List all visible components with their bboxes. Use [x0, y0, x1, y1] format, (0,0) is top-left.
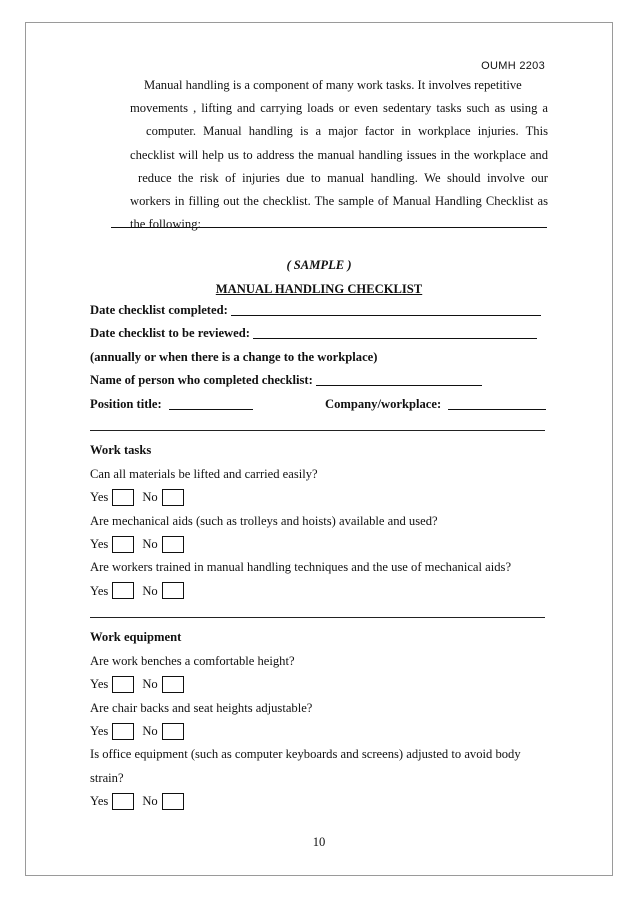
section-title-work-equipment: Work equipment — [90, 630, 182, 645]
intro-line: reduce the risk of injuries due to manual handling. We should involve our — [138, 170, 548, 185]
intro-paragraph — [130, 74, 548, 236]
date-reviewed-label: Date checklist to be reviewed: — [90, 326, 250, 341]
checklist-form — [90, 299, 545, 814]
no-label: No — [142, 677, 158, 692]
yes-checkbox[interactable] — [112, 676, 134, 693]
course-code: OUMH 2203 — [481, 60, 545, 72]
no-label: No — [142, 724, 158, 739]
checklist-title: MANUAL HANDLING CHECKLIST — [215, 282, 423, 296]
question: Are mechanical aids (such as trolleys and hoists) available and used? — [90, 513, 438, 528]
yes-checkbox[interactable] — [112, 582, 134, 599]
no-label: No — [142, 490, 158, 505]
yes-checkbox[interactable] — [112, 723, 134, 740]
no-checkbox[interactable] — [162, 793, 184, 810]
person-name-field[interactable] — [316, 371, 482, 386]
date-completed-label: Date checklist completed: — [90, 303, 228, 317]
intro-line: movements , lifting and carrying loads or even sedentary tasks such as using a — [130, 101, 548, 116]
company-field[interactable] — [448, 395, 546, 410]
yes-label: Yes — [90, 536, 109, 551]
yes-checkbox[interactable] — [112, 489, 134, 506]
position-title-label: Position title: — [90, 396, 162, 411]
company-label: Company/workplace: — [325, 396, 442, 411]
section-divider — [90, 603, 545, 626]
page-number: 10 — [312, 835, 326, 849]
date-completed-row — [90, 299, 545, 322]
intro-line: checklist will help us to address the manual handling issues in the workplace and — [130, 147, 548, 162]
date-completed-field[interactable] — [231, 301, 541, 316]
question: Are chair backs and seat heights adjustable? — [90, 700, 313, 715]
position-company-row — [90, 393, 545, 416]
section-title-work-tasks: Work tasks — [90, 443, 152, 458]
no-checkbox[interactable] — [162, 723, 184, 740]
intro-line: Manual handling is a component of many work tasks. It involves repetitive — [144, 78, 522, 92]
sample-label: ( SAMPLE ) — [286, 258, 352, 272]
person-name-row — [90, 369, 545, 392]
no-checkbox[interactable] — [162, 536, 184, 553]
question: Can all materials be lifted and carried easily? — [90, 466, 318, 481]
answer-row — [90, 486, 545, 509]
yes-label: Yes — [90, 677, 109, 692]
answer-row — [90, 673, 545, 696]
no-checkbox[interactable] — [162, 582, 184, 599]
person-name-label: Name of person who completed checklist: — [90, 373, 313, 388]
answer-row — [90, 720, 545, 743]
answer-row — [90, 580, 545, 603]
no-label: No — [142, 794, 158, 809]
yes-checkbox[interactable] — [112, 536, 134, 553]
question: Is office equipment (such as computer keyboards and screens) adjusted to avoid body — [90, 747, 521, 762]
no-label: No — [142, 583, 158, 598]
yes-label: Yes — [90, 583, 109, 598]
no-checkbox[interactable] — [162, 489, 184, 506]
question-continuation: strain? — [90, 770, 124, 785]
yes-label: Yes — [90, 724, 109, 739]
yes-checkbox[interactable] — [112, 793, 134, 810]
intro-line: computer. Manual handling is a major factor in workplace injuries. This — [146, 124, 548, 139]
section-divider — [90, 416, 545, 439]
intro-rule — [111, 227, 547, 228]
no-label: No — [142, 536, 158, 551]
question: Are workers trained in manual handling techniques and the use of mechanical aids? — [90, 560, 512, 575]
intro-line: workers in filling out the checklist. The sample of Manual Handling Checklist as — [130, 194, 548, 209]
review-note: (annually or when there is a change to the workplace) — [90, 349, 378, 364]
date-reviewed-row — [90, 322, 545, 345]
question: Are work benches a comfortable height? — [90, 653, 295, 668]
answer-row — [90, 533, 545, 556]
yes-label: Yes — [90, 490, 109, 505]
date-reviewed-field[interactable] — [253, 324, 537, 339]
intro-line: the following: — [130, 217, 202, 232]
answer-row — [90, 790, 545, 813]
position-title-field[interactable] — [169, 395, 253, 410]
no-checkbox[interactable] — [162, 676, 184, 693]
yes-label: Yes — [90, 794, 109, 809]
